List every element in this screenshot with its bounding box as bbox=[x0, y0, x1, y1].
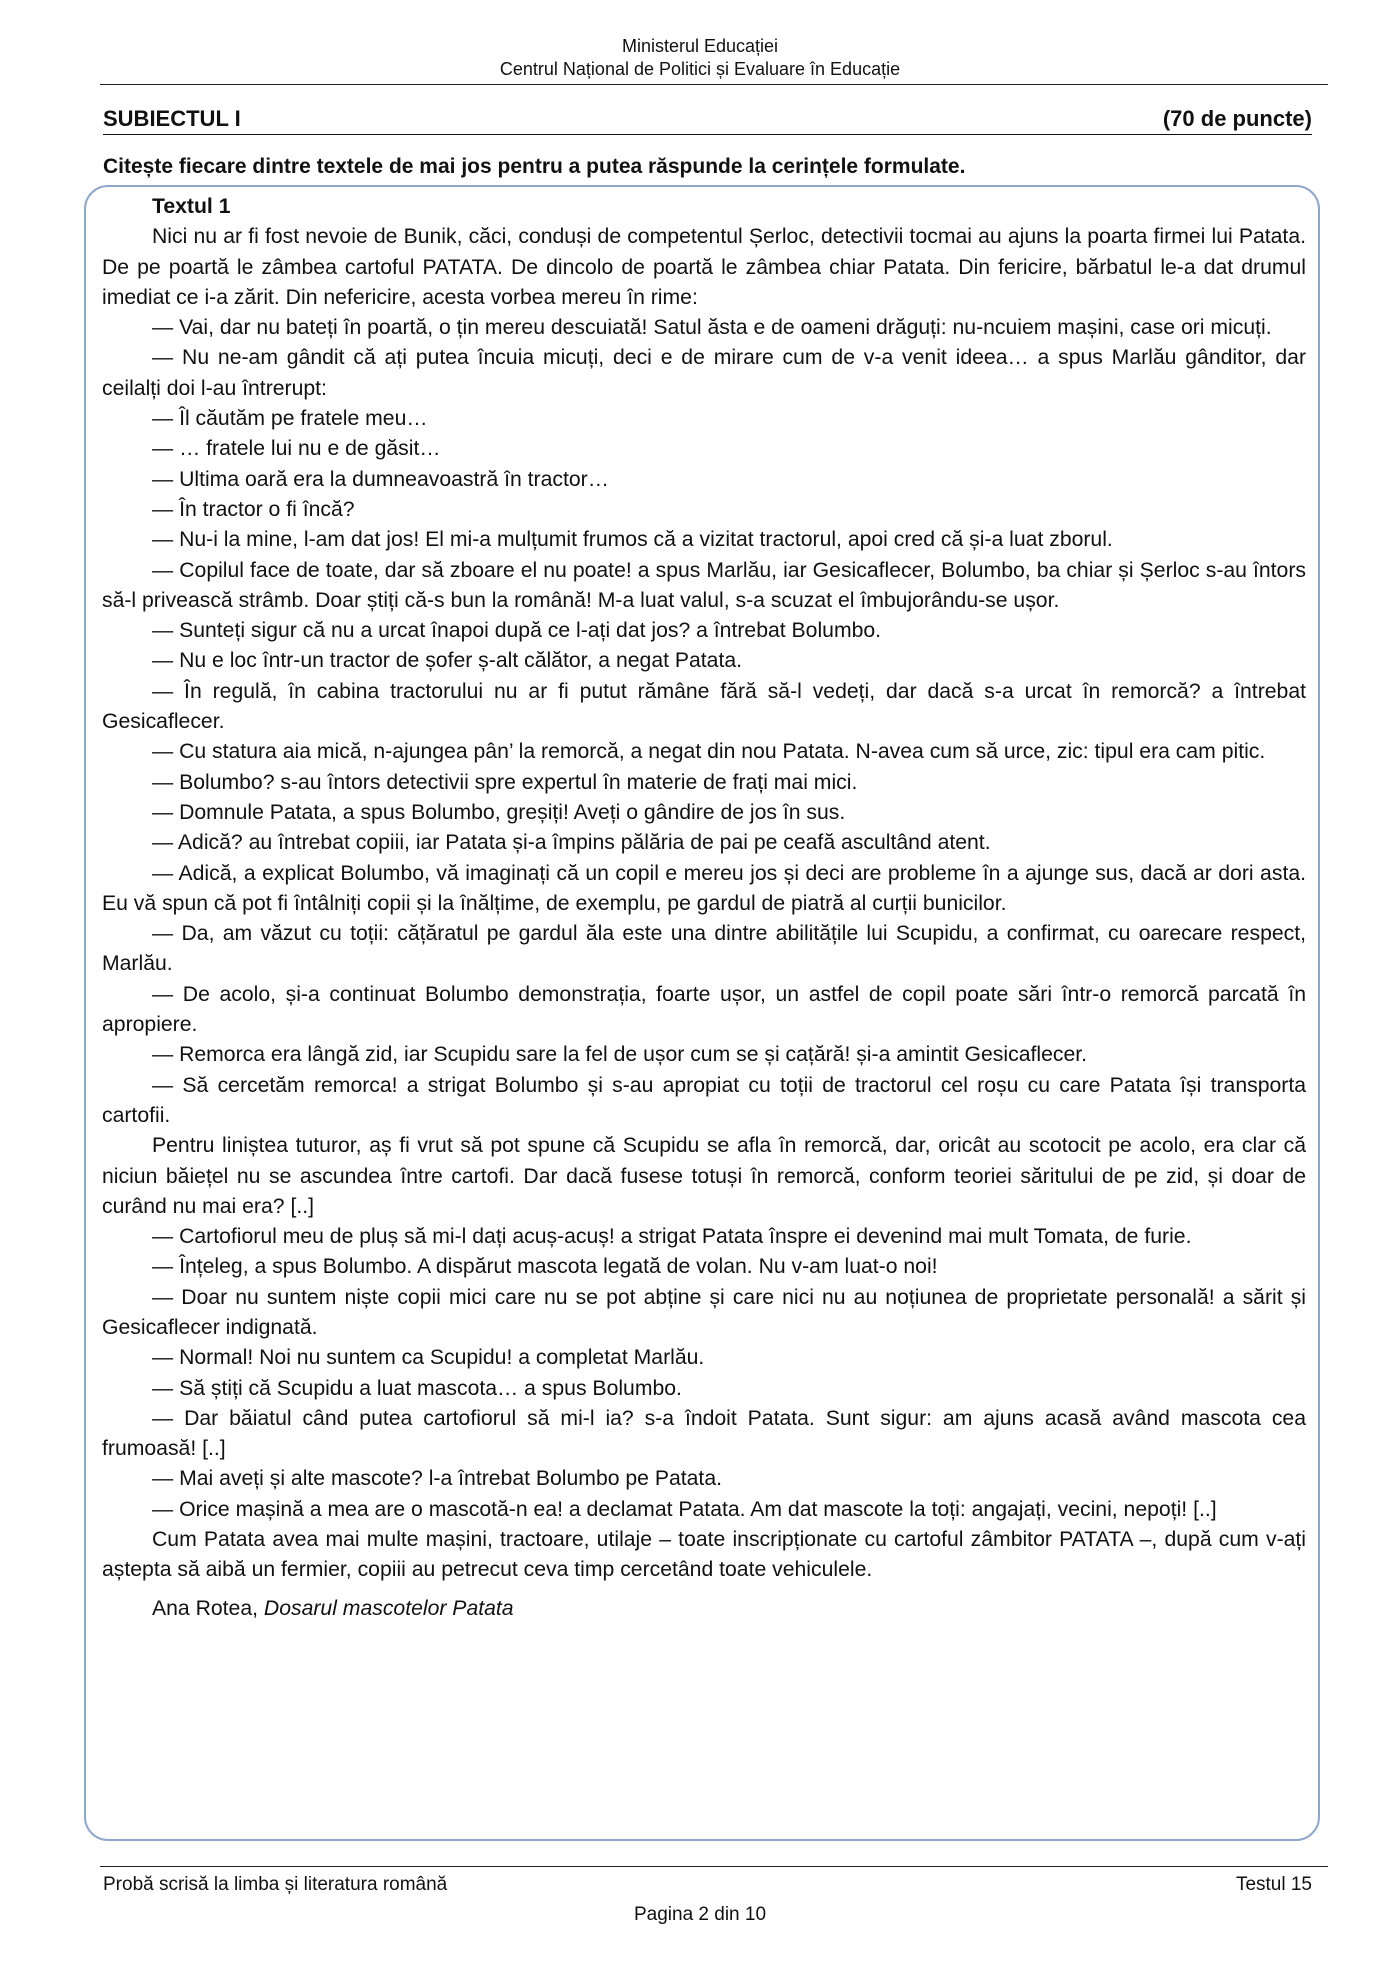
paragraph: — Mai aveți și alte mascote? l-a întrebat Bolumbo pe Patata. bbox=[152, 1467, 722, 1491]
paragraph: — Sunteți sigur că nu a urcat înapoi după ce l-ați dat jos? a întrebat Bolumbo. bbox=[152, 619, 882, 643]
paragraph: — În regulă, în cabina tractorului nu ar fi putut rămâne fără să-l vedeți, dar dacă s-a urcat în remorcă? a întrebat Gesicaflecer. bbox=[102, 679, 1306, 734]
paragraph: Nici nu ar fi fost nevoie de Bunik, căci, conduși de competentul Șerloc, detectivii tocmai au ajuns la poarta firmei lui Patata. De pe poartă le zâmbea cartoful PATATA. De dincolo de poartă le zâmbea chiar Patata. Din fericire, bărbatul le-a dat drumul imediat ce i-a zărit. Din nefericire, acesta vorbea mereu în rime: bbox=[102, 225, 1306, 309]
paragraph: — Domnule Patata, a spus Bolumbo, greșiți! Aveți o gândire de jos în sus. bbox=[152, 800, 846, 824]
subject-heading bbox=[103, 106, 1312, 135]
text-title: Textul 1 bbox=[152, 195, 231, 218]
paragraph: — Nu-i la mine, l-am dat jos! El mi-a mulțumit frumos că a vizitat tractorul, apoi cred că și-a luat zborul. bbox=[152, 528, 1113, 552]
header-ministry: Ministerul Educației bbox=[621, 36, 779, 56]
paragraph: — Bolumbo? s-au întors detectivii spre expertul în materie de frați mai mici. bbox=[152, 770, 858, 794]
subject-points: (70 de puncte) bbox=[1162, 106, 1312, 131]
paragraph: — De acolo, și-a continuat Bolumbo demonstrația, foarte ușor, un astfel de copil poate sări într-o remorcă parcată în apropiere. bbox=[102, 982, 1306, 1037]
instruction: Citește fiecare dintre textele de mai jos pentru a putea răspunde la cerințele formulate. bbox=[103, 155, 966, 178]
header-divider bbox=[100, 84, 1328, 85]
paragraph: — Adică? au întrebat copiii, iar Patata și-a împins pălăria de pai pe ceafă ascultând atent. bbox=[152, 831, 991, 855]
subject-title: SUBIECTUL I bbox=[103, 106, 241, 131]
paragraph: — Cartofiorul meu de pluș să mi-l dați acuș-acuș! a strigat Patata înspre ei devenind mai mult Tomata, de furie. bbox=[152, 1225, 1192, 1249]
paragraph: — Da, am văzut cu toții: cățăratul pe gardul ăla este una dintre abilitățile lui Scupidu, a confirmat, cu oarecare respect, Marlău. bbox=[102, 922, 1306, 976]
paragraph: — Cu statura aia mică, n-ajungea pân’ la remorcă, a negat din nou Patata. N-avea cum să urce, zic: tipul era cam pitic. bbox=[152, 740, 1266, 764]
text-1 bbox=[102, 192, 1306, 1624]
footer-page-number: Pagina 2 din 10 bbox=[633, 1904, 767, 1925]
paragraph: — Să știți că Scupidu a luat mascota… a spus Bolumbo. bbox=[152, 1376, 682, 1400]
source-title: Dosarul mascotelor Patata bbox=[263, 1596, 514, 1620]
paragraph: Cum Patata avea mai multe mașini, tractoare, utilaje – toate inscripționate cu cartoful zâmbitor PATATA –, după cum v-ați aștepta să aibă un fermier, copiii au petrecut ceva timp cercetând toate vehiculele. bbox=[102, 1528, 1306, 1582]
footer-test-number: Testul 15 bbox=[1235, 1874, 1312, 1895]
paragraph: — Remorca era lângă zid, iar Scupidu sare la fel de ușor cum se și cațără! și-a amintit Gesicaflecer. bbox=[152, 1043, 1088, 1067]
paragraph: — Nu e loc într-un tractor de șofer ș-alt călător, a negat Patata. bbox=[152, 649, 743, 673]
paragraph: — Orice mașină a mea are o mascotă-n ea! a declamat Patata. Am dat mascote la toți: angajați, vecini, nepoți! [..] bbox=[152, 1497, 1217, 1521]
paragraph: — Dar băiatul când putea cartofiorul să mi-l ia? s-a îndoit Patata. Sunt sigur: am ajuns acasă având mascota cea frumoasă! [..] bbox=[102, 1406, 1306, 1461]
footer-divider bbox=[100, 1866, 1328, 1867]
paragraph: — Doar nu suntem niște copii mici care nu se pot abține și care nici nu au noțiunea de proprietate personală! a sărit și Gesicaflecer indignată. bbox=[102, 1285, 1306, 1339]
paragraph: — Înțeleg, a spus Bolumbo. A dispărut mascota legată de volan. Nu v-am luat-o noi! bbox=[152, 1255, 938, 1279]
paragraph: — Nu ne-am gândit că ați putea încuia micuți, deci e de mirare cum de v-a venit ideea… a spus Marlău gânditor, dar ceilalți doi l-au întrerupt: bbox=[102, 346, 1306, 400]
paragraph: — În tractor o fi încă? bbox=[152, 497, 355, 521]
text-source bbox=[102, 1586, 1306, 1624]
paragraph: — Îl căutăm pe fratele meu… bbox=[152, 407, 428, 431]
paragraph: — Să cercetăm remorca! a strigat Bolumbo și s-au apropiat cu toții de tractorul cel roșu cu care Patata își transporta cartofii. bbox=[102, 1073, 1306, 1127]
paragraph: — Vai, dar nu bateți în poartă, o țin mereu descuiată! Satul ăsta e de oameni drăguți: nu-ncuiem mașini, case ori micuți. bbox=[152, 316, 1272, 340]
source-author: Ana Rotea, bbox=[152, 1596, 259, 1620]
paragraph: — Normal! Noi nu suntem ca Scupidu! a completat Marlău. bbox=[152, 1346, 705, 1370]
paragraph: Pentru liniștea tuturor, aș fi vrut să pot spune că Scupidu se afla în remorcă, dar, oricât au scotocit pe acolo, era clar că niciun băiețel nu se ascundea între cartofi. Dar dacă fusese totuși în remorcă, conform teoriei săritului de pe zid, și doar de curând nu mai era? [..] bbox=[102, 1134, 1306, 1218]
footer-exam-name: Probă scrisă la limba și literatura română bbox=[103, 1874, 448, 1895]
paragraph: — … fratele lui nu e de găsit… bbox=[152, 437, 441, 461]
paragraph: — Copilul face de toate, dar să zboare el nu poate! a spus Marlău, iar Gesicaflecer, Bolumbo, ba chiar și Șerloc s-au întors să-l privească strâmb. Doar știți că-s bun la română! M-a luat valul, s-a scuzat el îmbujorându-se ușor. bbox=[102, 558, 1306, 612]
paragraph: — Ultima oară era la dumneavoastră în tractor… bbox=[152, 467, 609, 491]
header-center: Centrul Național de Politici și Evaluare în Educație bbox=[499, 59, 901, 79]
paragraph: — Adică, a explicat Bolumbo, vă imaginați că un copil e mereu jos și deci are probleme în a ajunge sus, dacă ar dori asta. Eu vă spun că pot fi întâlniți copii și la înălțime, de exemplu, pe gardul de piatră al curții bunicilor. bbox=[102, 861, 1306, 915]
